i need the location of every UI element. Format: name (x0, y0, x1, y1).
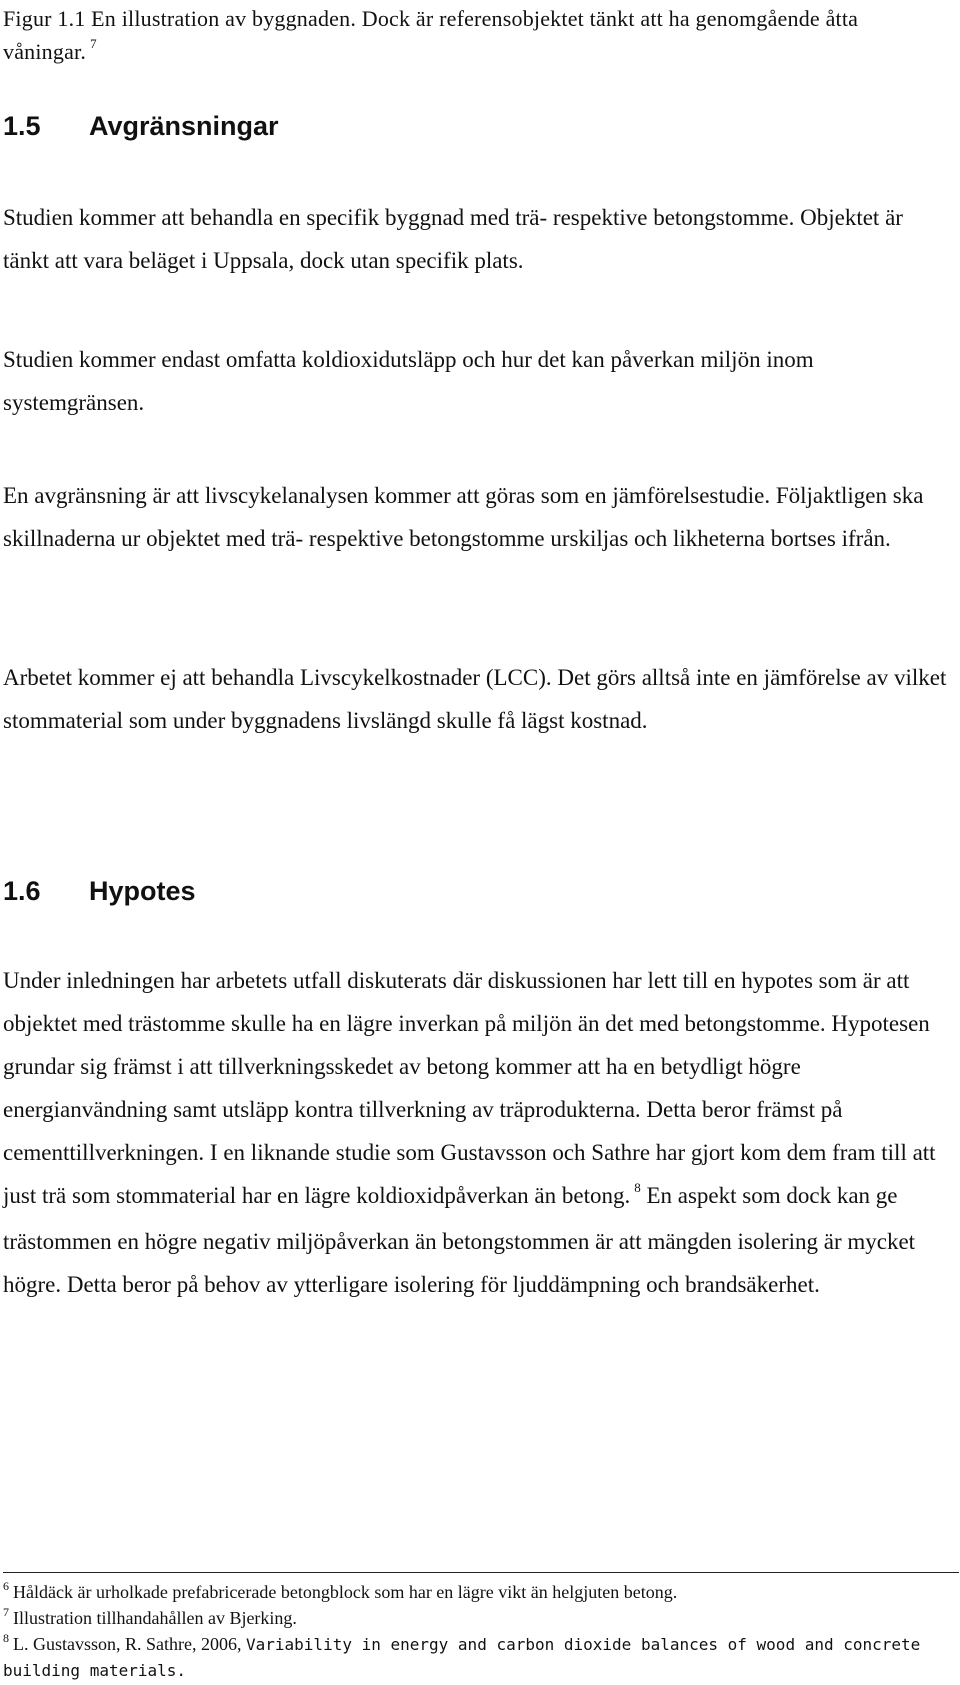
footnote-number: 7 (3, 1605, 9, 1619)
paragraph: En avgränsning är att livscykelanalysen kommer att göras som en jämförelsestudie. Följaktligen ska skillnaderna ur objektet med trä- respektive betongstomme urskiljas och likheterna bortses ifrån. (3, 483, 924, 551)
footnote-number: 8 (3, 1631, 9, 1645)
section-number: 1.6 (3, 876, 41, 906)
footnote-text: Håldäck är urholkade prefabricerade betongblock som har en lägre vikt än helgjuten betong. (13, 1582, 678, 1602)
figure-caption (3, 2, 948, 71)
paragraph: Studien kommer endast omfatta koldioxidutsläpp och hur det kan påverkan miljön inom systemgränsen. (3, 347, 814, 415)
section-title: Hypotes (89, 876, 196, 906)
footnote-separator (3, 1572, 959, 1573)
footnote-text: L. Gustavsson, R. Sathre, 2006, (13, 1634, 242, 1654)
section-heading-hypotes (3, 875, 196, 907)
footnote-text: Illustration tillhandahållen av Bjerking. (13, 1608, 297, 1628)
section-number: 1.5 (3, 111, 41, 141)
figure-caption-text: Figur 1.1 En illustration av byggnaden. Dock är referensobjektet tänkt att ha genomgående åtta våningar. (3, 6, 859, 64)
paragraph: Studien kommer att behandla en specifik byggnad med trä- respektive betongstomme. Objektet är tänkt att vara beläget i Uppsala, dock utan specifik plats. (3, 205, 903, 273)
footnotes (3, 1580, 953, 1683)
paragraph-hypotes (3, 959, 953, 1306)
section-heading-avgransningar (3, 110, 279, 142)
footnote-number: 6 (3, 1579, 9, 1593)
paragraph: Arbetet kommer ej att behandla Livscykelkostnader (LCC). Det görs alltså inte en jämförelse av vilket stommaterial som under byggnadens livslängd skulle få lägst kostnad. (3, 665, 947, 733)
footnote-7 (3, 1606, 953, 1632)
footnote-source-title: Variability in energy and carbon dioxide balances of wood and concrete building materials. (3, 1635, 921, 1680)
paragraph-text: Under inledningen har arbetets utfall diskuterats där diskussionen har lett till en hypotes som är att objektet med trästomme skulle ha en lägre inverkan på miljön än det med betongstomme. Hypotesen grundar sig främst i att tillverkningsskedet av betong kommer att ha en betydligt högre energianvändning samt utsläpp kontra tillverkning av träprodukterna. Detta beror främst på cementtillverkningen. I en liknande studie som Gustavsson och Sathre har gjort kom dem fram till att just trä som stommaterial har en lägre koldioxidpåverkan än betong. (3, 968, 936, 1208)
section-title: Avgränsningar (89, 111, 279, 141)
footnote-ref-8: 8 (634, 1180, 641, 1195)
footnote-6 (3, 1580, 953, 1606)
footnote-8 (3, 1632, 953, 1683)
footnote-ref-7: 7 (90, 36, 97, 51)
paragraph-text: En aspekt som dock kan ge trästommen en högre negativ miljöpåverkan än betongstommen är att mängden isolering är mycket högre. Detta beror på behov av ytterligare isolering för ljuddämpning och brandsäkerhet. (3, 1183, 916, 1297)
